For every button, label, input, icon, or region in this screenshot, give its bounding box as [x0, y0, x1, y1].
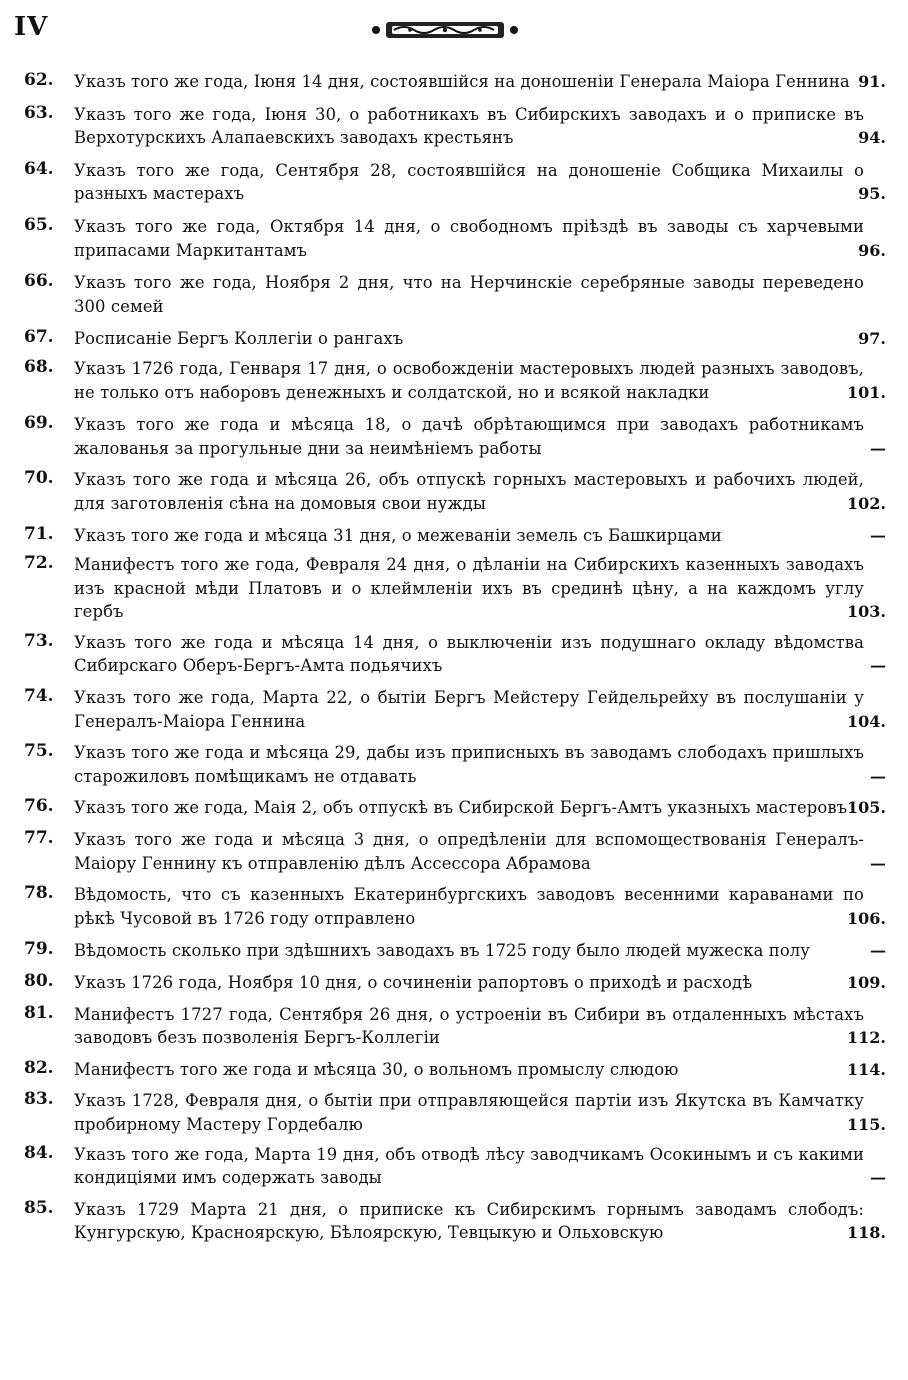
toc-entry [0, 883, 908, 930]
toc-entry [0, 971, 908, 995]
entry-number: 75. [24, 741, 54, 762]
entry-number: 70. [24, 468, 54, 489]
entry-page-ref: 91. [858, 72, 886, 91]
entry-page-ref: 106. [847, 908, 886, 928]
entry-text: Указъ того же года и мѣсяца 3 дня, о опредѣленіи для вспомоществованія Генералъ-Маіору Геннину къ отправленію дѣлъ Ассессора Абрамова [74, 830, 864, 873]
toc-entry [0, 686, 908, 733]
toc-entry [0, 70, 908, 94]
entry-number: 66. [24, 271, 54, 292]
entry-page-ref: 114. [847, 1059, 886, 1079]
toc-entry [0, 828, 908, 875]
entry-page-ref: 103. [847, 602, 886, 622]
entry-number: 80. [24, 971, 54, 991]
entry-text: Указъ того же года и мѣсяца 14 дня, о выключеніи изъ подушнаго окладу вѣдомства Сибирскаго Оберъ-Бергъ-Амта подьячихъ [74, 632, 864, 676]
entry-page-ref: 105. [847, 798, 886, 818]
entry-page-ref: 97. [858, 329, 886, 349]
entry-page-ref: 95. [858, 184, 886, 204]
entry-page-ref: — [870, 438, 886, 458]
entry-number: 62. [24, 70, 54, 90]
entry-number: 65. [24, 214, 54, 235]
toc-entry [0, 413, 908, 460]
entry-text: Манифестъ того же года и мѣсяца 30, о вольномъ промыслу слюдою [74, 1059, 679, 1079]
entry-number: 74. [24, 686, 54, 707]
toc-entry [0, 796, 908, 820]
entry-text: Указъ 1729 Марта 21 дня, о приписке къ Сибирскимъ горнымъ заводамъ слободъ: Кунгурскую, Красноярскую, Бѣлоярскую, Тевцыкую и Ольховскую [74, 1199, 864, 1243]
printer-ornament-icon [370, 18, 520, 42]
entry-text: Указъ того же года, Сентября 28, состоявшійся на доношеніе Собщика Михаилы о разныхъ мастерахъ [74, 160, 864, 204]
entry-page-ref: 104. [847, 711, 886, 731]
entry-page-ref: 96. [858, 240, 886, 260]
entry-text: Манифестъ 1727 года, Сентября 26 дня, о устроеніи въ Сибири въ отдаленныхъ мѣстахъ заводовъ безъ позволенія Бергъ-Коллегіи [74, 1004, 864, 1048]
entry-number: 83. [24, 1089, 54, 1110]
entry-number: 68. [24, 356, 54, 377]
entry-text: Вѣдомость, что съ казенныхъ Екатеринбургскихъ заводовъ весенними караванами по рѣкѣ Чусовой въ 1726 году отправлено [74, 885, 864, 928]
table-of-contents [0, 62, 908, 1245]
entry-page-ref: — [870, 525, 886, 545]
entry-page-ref: — [870, 766, 886, 786]
entry-text: Указъ того же года, Іюня 30, о работникахъ въ Сибирскихъ заводахъ и о приписке въ Верхотурскихъ Алапаевскихъ заводахъ крестьянъ [74, 104, 864, 148]
entry-number: 63. [24, 102, 54, 123]
entry-text: Манифестъ того же года, Февраля 24 дня, о дѣланіи на Сибирскихъ казенныхъ заводахъ изъ красной мѣди Платовъ и о клеймленіи ихъ въ срединѣ цѣну, а на каждомъ углу гербъ [74, 555, 864, 622]
entry-text: Указъ того же года и мѣсяца 18, о дачѣ обрѣтающимся при заводахъ работникамъ жалованья за прогульные дни за неимѣніемъ работы [74, 415, 864, 458]
entry-page-ref: 115. [847, 1114, 886, 1134]
entry-number: 71. [24, 523, 54, 544]
toc-entry [0, 1089, 908, 1136]
toc-entry [0, 357, 908, 404]
entry-number: 67. [24, 327, 54, 348]
entry-text: Указъ того же года, Ноября 2 дня, что на Нерчинскіе серебряные заводы переведено 300 семей [74, 273, 864, 316]
entry-text: Указъ того же года, Іюня 14 дня, состоявшійся на доношеніи Генерала Маіора Геннина [74, 72, 850, 91]
toc-entry [0, 159, 908, 206]
entry-number: 78. [24, 883, 54, 904]
entry-page-ref: 101. [847, 382, 886, 402]
toc-entry [0, 1003, 908, 1050]
toc-entry [0, 631, 908, 678]
entry-text: Указъ того же года, Марта 19 дня, объ отводѣ лѣсу заводчикамъ Осокинымъ и съ какими кондиціями имъ содержать заводы [74, 1144, 864, 1188]
entry-page-ref: 112. [847, 1028, 886, 1048]
page-number: IV [14, 12, 49, 42]
toc-entry [0, 103, 908, 150]
entry-number: 77. [24, 828, 54, 849]
toc-entry [0, 271, 908, 318]
toc-entry [0, 327, 908, 351]
entry-text: Росписаніе Бергъ Коллегіи о рангахъ [74, 329, 404, 349]
entry-number: 84. [24, 1142, 54, 1163]
entry-number: 73. [24, 630, 54, 651]
entry-text: Указъ того же года и мѣсяца 26, объ отпускѣ горныхъ мастеровыхъ и рабочихъ людей, для заготовленія сѣна на домовыя свои нужды [74, 470, 864, 513]
entry-text: Указъ 1726 года, Ноября 10 дня, о сочиненіи рапортовъ о приходѣ и расходѣ [74, 973, 753, 992]
entry-text: Указъ того же года, Октября 14 дня, о свободномъ пріѣздѣ въ заводы съ харчевыми припасами Маркитантамъ [74, 216, 864, 260]
toc-entry [0, 741, 908, 788]
entry-number: 69. [24, 413, 54, 434]
entry-page-ref: — [870, 1168, 886, 1188]
entry-page-ref: — [870, 656, 886, 676]
toc-entry [0, 468, 908, 515]
entry-page-ref: — [870, 941, 886, 961]
entry-number: 79. [24, 939, 54, 960]
toc-entry [0, 215, 908, 262]
toc-entry [0, 1058, 908, 1082]
entry-text: Указъ 1726 года, Генваря 17 дня, о освобожденіи мастеровыхъ людей разныхъ заводовъ, не только отъ наборовъ денежныхъ и солдатской, но и всякой накладки [74, 358, 864, 402]
toc-entry [0, 524, 908, 548]
entry-text: Указъ того же года, Марта 22, о бытіи Бергъ Мейстеру Гейдельрейху въ послушаніи у Генералъ-Маіора Геннина [74, 688, 864, 731]
entry-text: Указъ того же года и мѣсяца 31 дня, о межеваніи земель съ Башкирцами [74, 525, 722, 545]
entry-number: 81. [24, 1002, 54, 1023]
entry-text: Указъ того же года и мѣсяца 29, дабы изъ приписныхъ въ заводамъ слободахъ пришлыхъ старожиловъ помѣщикамъ не отдавать [74, 743, 864, 786]
entry-text: Указъ 1728, Февраля дня, о бытіи при отправляющейся партіи изъ Якутска въ Камчатку пробирному Мастеру Гордебалю [74, 1091, 864, 1134]
entry-number: 82. [24, 1057, 54, 1078]
entry-text: Вѣдомость сколько при здѣшнихъ заводахъ въ 1725 году было людей мужеска полу [74, 941, 811, 961]
toc-entry [0, 553, 908, 624]
entry-number: 85. [24, 1197, 54, 1218]
entry-number: 72. [24, 553, 54, 574]
entry-page-ref: 118. [847, 1223, 886, 1243]
entry-number: 76. [24, 796, 54, 817]
entry-page-ref: 102. [847, 493, 886, 513]
entry-page-ref: 109. [847, 973, 886, 992]
toc-entry [0, 939, 908, 963]
entry-number: 64. [24, 158, 54, 179]
page-header [0, 8, 908, 48]
toc-entry [0, 1143, 908, 1190]
entry-page-ref: — [870, 853, 886, 873]
toc-entry [0, 1198, 908, 1245]
entry-text: Указъ того же года, Маія 2, объ отпускѣ въ Сибирской Бергъ-Амтъ указныхъ мастеровъ [74, 798, 848, 818]
entry-page-ref: 94. [858, 128, 886, 148]
